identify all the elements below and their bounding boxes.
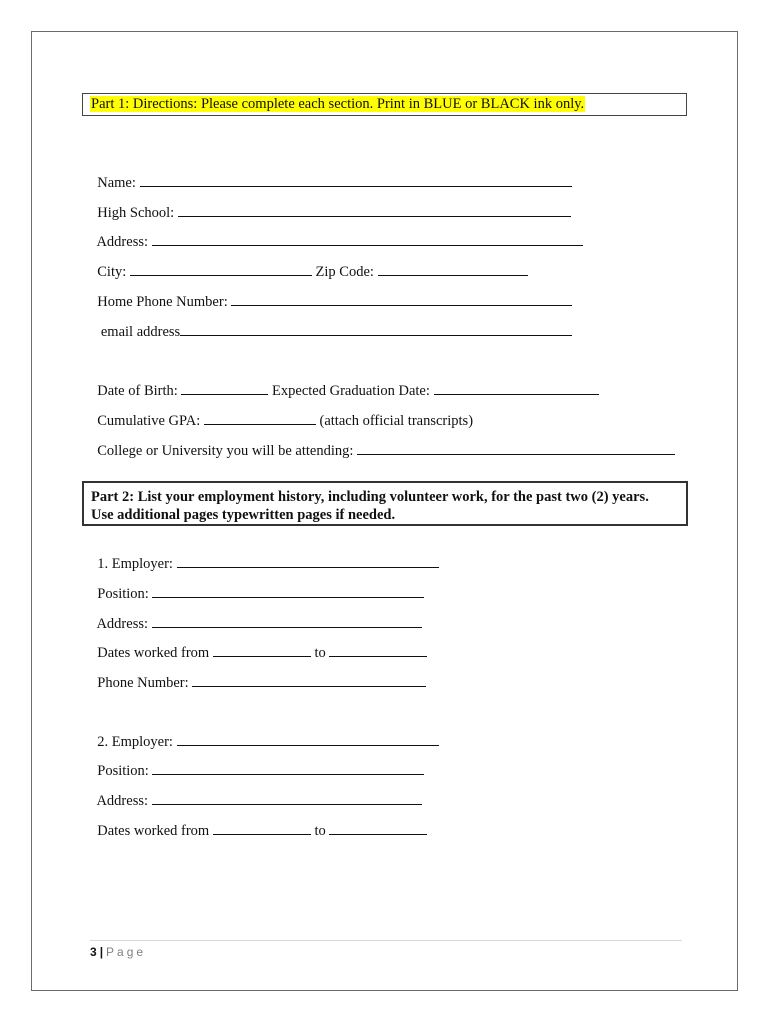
name-field [90, 157, 572, 191]
part2-line1: Part 2: List your employment history, including volunteer work, for the past two (2) years. [91, 489, 649, 505]
employer2-label: 2. Employer: [97, 734, 177, 750]
transcripts-note: (attach official transcripts) [315, 413, 474, 429]
city-label: City: [97, 264, 130, 280]
page-footer [90, 945, 146, 959]
home-phone-label: Home Phone Number: [97, 294, 232, 310]
employer1-address-label: Address: [96, 616, 152, 632]
dob-label: Date of Birth: [97, 383, 182, 399]
zip-input-line[interactable] [378, 262, 528, 276]
footer-separator: | [99, 945, 104, 959]
grad-date-label: Expected Graduation Date: [268, 383, 434, 399]
employer2-address-field [90, 775, 422, 809]
gpa-label: Cumulative GPA: [97, 413, 204, 429]
employer2-position-field [90, 745, 424, 779]
page-number: 3 [90, 945, 97, 959]
email-label: email address [97, 324, 181, 340]
employer1-phone-field [90, 657, 426, 691]
employer1-phone-input-line[interactable] [192, 673, 426, 687]
employer2-address-label: Address: [96, 793, 152, 809]
part1-directions: Part 1: Directions: Please complete each section. Print in BLUE or BLACK ink only. [91, 96, 585, 112]
dob-grad-field [90, 365, 599, 399]
employer2-from-input-line[interactable] [213, 821, 311, 835]
name-input-line[interactable] [140, 173, 572, 187]
employer1-address-input-line[interactable] [152, 614, 422, 628]
page-label: Page [106, 945, 147, 959]
employer1-to-input-line[interactable] [329, 643, 427, 657]
employer1-from-input-line[interactable] [213, 643, 311, 657]
employer2-to-label: to [310, 823, 330, 839]
employer1-dates-field [90, 627, 427, 661]
name-label: Name: [97, 175, 140, 191]
zip-label: Zip Code: [311, 264, 378, 280]
college-field [90, 425, 675, 459]
footer-divider [90, 940, 682, 941]
gpa-input-line[interactable] [204, 411, 316, 425]
home-phone-field [90, 276, 572, 310]
employer2-dates-field [90, 805, 427, 839]
employer2-to-input-line[interactable] [329, 821, 427, 835]
college-input-line[interactable] [357, 441, 675, 455]
employer1-position-label: Position: [97, 586, 153, 602]
part2-instructions-box [82, 481, 688, 526]
employer2-position-label: Position: [97, 763, 153, 779]
address-label: Address: [96, 234, 152, 250]
employer1-dates-label: Dates worked from [97, 645, 213, 661]
part2-line2: Use additional pages typewritten pages if needed. [91, 507, 396, 523]
grad-date-input-line[interactable] [434, 381, 599, 395]
high-school-input-line[interactable] [178, 203, 571, 217]
employer2-position-input-line[interactable] [152, 761, 424, 775]
employer2-dates-label: Dates worked from [97, 823, 213, 839]
employer1-position-field [90, 568, 424, 602]
part2-instructions [91, 488, 649, 524]
home-phone-input-line[interactable] [231, 292, 572, 306]
employer1-field [90, 538, 439, 572]
address-field [90, 216, 583, 250]
high-school-label: High School: [97, 205, 178, 221]
employer1-input-line[interactable] [177, 554, 439, 568]
employer1-phone-label: Phone Number: [97, 675, 193, 691]
city-zip-field [90, 246, 528, 280]
gpa-field [90, 395, 473, 429]
city-input-line[interactable] [130, 262, 312, 276]
employer1-position-input-line[interactable] [152, 584, 424, 598]
employer1-to-label: to [310, 645, 330, 661]
employer1-label: 1. Employer: [97, 556, 177, 572]
employer2-address-input-line[interactable] [152, 791, 422, 805]
employer2-input-line[interactable] [177, 732, 439, 746]
email-input-line[interactable] [180, 322, 572, 336]
address-input-line[interactable] [152, 232, 583, 246]
college-label: College or University you will be attending: [97, 443, 357, 459]
email-field [90, 306, 572, 340]
dob-input-line[interactable] [181, 381, 268, 395]
part1-directions-box [82, 93, 687, 116]
